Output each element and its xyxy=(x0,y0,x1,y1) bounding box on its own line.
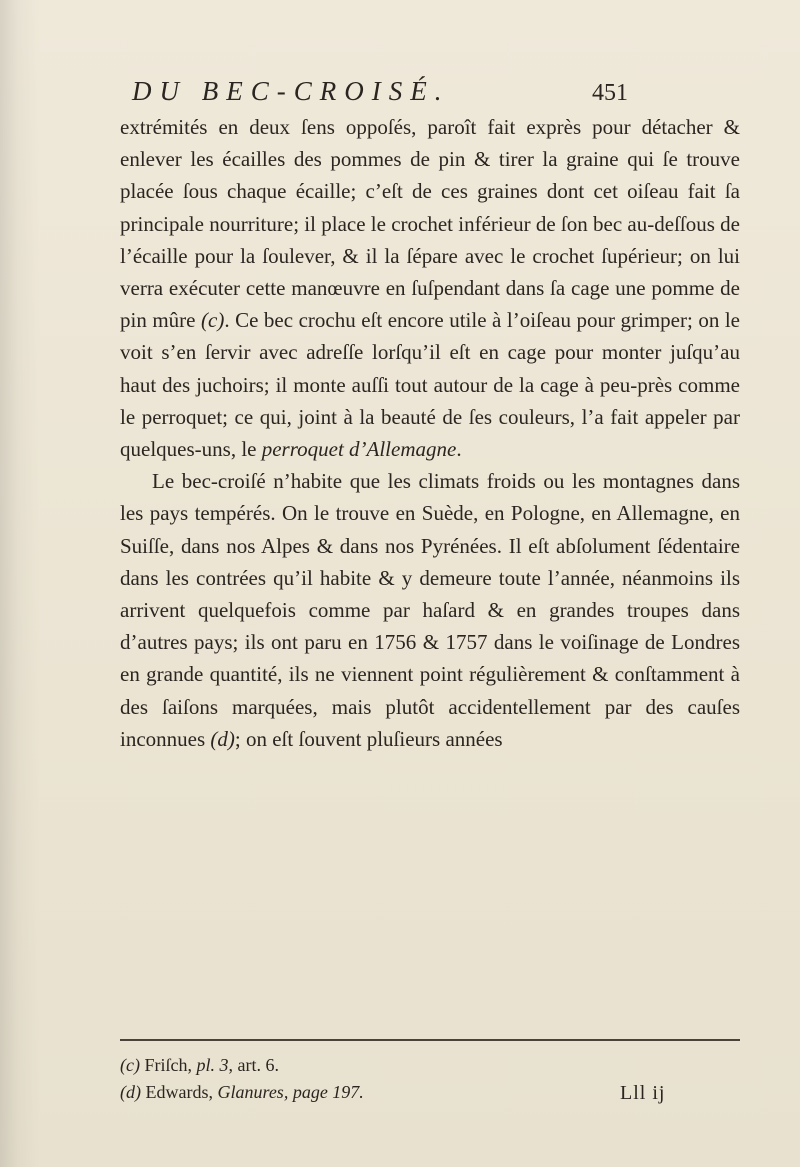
paragraph-1-text-a: extrémités en deux ſens oppoſés, paroît fait exprès pour détacher & enlever les écailles des pommes de pin & tirer la graine qui ſe trouve placée ſous chaque écaille; c’eſt de ces graines dont cet oiſeau fait ſa principale nourriture; il place le crochet inférieur de ſon bec au-deſſous de l’écaille pour la ſoulever, & il la ſépare avec le crochet ſupérieur; on lui verra exécuter cette manœuvre en ſuſpendant dans ſa cage une pomme de pin mûre xyxy=(120,115,740,333)
footnote-c xyxy=(120,1052,740,1079)
footnote-mark: (c) xyxy=(120,1055,140,1075)
signature-mark: Lll ij xyxy=(620,1082,666,1104)
paragraph-2-text-a: Le bec-croiſé n’habite que les climats froids ou les montagnes dans les pays tempérés. On le trouve en Suède, en Pologne, en Allemagne, en Suiſſe, dans nos Alpes & dans nos Pyrénées. Il eſt abſolument ſédentaire dans les contrées qu’il habite & y demeure toute l’année, néanmoins ils arrivent quelquefois comme par haſard & en grandes troupes dans d’autres pays; ils ont paru en 1756 & 1757 dans le voiſinage de Londres en grande quantité, ils ne viennent point régulièrement & conſtamment à des ſaiſons marquées, mais plutôt accidentellement par des cauſes inconnues xyxy=(120,469,740,751)
paragraph-2-text-b: ; on eſt ſouvent pluſieurs années xyxy=(234,726,503,751)
running-title: DU BEC-CROISÉ. xyxy=(132,76,450,106)
italic-term: perroquet d’Allemagne xyxy=(261,437,457,462)
footnote-mark: (d) xyxy=(120,1082,141,1102)
footnote-ref-d: (d) xyxy=(210,726,235,751)
footnote-ref-c: (c) xyxy=(201,308,225,333)
page-number: 451 xyxy=(592,80,628,106)
footnote-rule xyxy=(120,1039,740,1041)
footnote-rest: , art. 6. xyxy=(228,1055,279,1075)
paragraph-1-text-c: . xyxy=(456,437,462,462)
footnote-text: Friſch, xyxy=(139,1055,197,1075)
footnote-italic: pl. 3 xyxy=(196,1055,229,1075)
main-text xyxy=(120,111,740,755)
footnote-italic: Glanures, page 197. xyxy=(217,1082,364,1102)
paragraph-1 xyxy=(120,111,740,465)
paragraph-2 xyxy=(120,465,740,755)
paragraph-1-text-b: . Ce bec crochu eſt encore utile à l’oiſeau pour grimper; on le voit s’en ſervir avec adreſſe lorſqu’il eſt en cage pour monter juſqu’au haut des juchoirs; il monte auſſi tout autour de la cage à peu-près comme le perroquet; ce qui, joint à la beauté de ſes couleurs, l’a fait appeler par quelques-uns, le xyxy=(120,308,741,462)
footnote-text: Edwards, xyxy=(141,1082,218,1102)
